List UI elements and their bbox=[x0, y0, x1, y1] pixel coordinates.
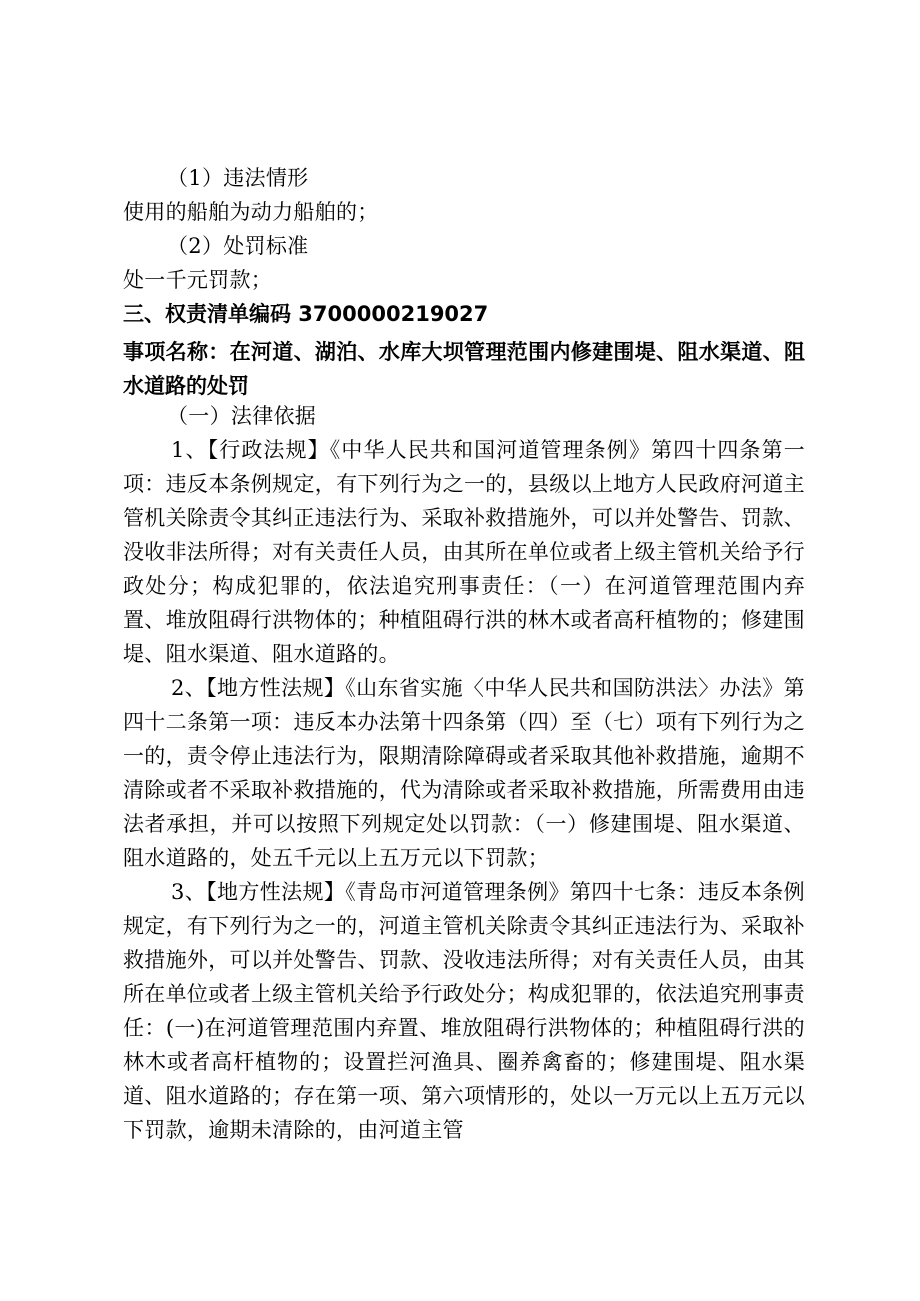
subheading-violation: （1）违法情形 bbox=[167, 166, 309, 190]
subheading-legal-basis: （一）法律依据 bbox=[167, 404, 317, 428]
item-name: 事项名称：在河道、湖泊、水库大坝管理范围内修建围堤、阻水渠道、阻水道路的处罚 bbox=[123, 340, 805, 398]
subheading-penalty: （2）处罚标准 bbox=[167, 234, 309, 258]
section-heading-code: 三、权责清单编码 3700000219027 bbox=[123, 302, 489, 326]
paragraph-violation-text: 使用的船舶为动力船舶的； bbox=[123, 200, 379, 224]
legal-clause-3: 3、【地方性法规】《青岛市河道管理条例》第四十七条：违反本条例规定，有下列行为之一的，河道主管机关除责令其纠正违法行为、采取补救措施外，可以并处警告、罚款、没收违法所得；对有关责任人员，由其所在单位或者上级主管机关给予行政处分；构成犯罪的，依法追究刑事责任：(一)在河道管理范围内弃置、堆放阻碍行洪物体的；种植阻碍行洪的林木或者高杆植物的；设置拦河渔具、圈养禽畜的；修建围堤、阻水渠道、阻水道路的；存在第一项、第六项情形的，处以一万元以上五万元以下罚款，逾期未清除的，由河道主管 bbox=[123, 880, 805, 1142]
legal-clause-1: 1、【行政法规】《中华人民共和国河道管理条例》第四十四条第一项：违反本条例规定，有下列行为之一的，县级以上地方人民政府河道主管机关除责令其纠正违法行为、采取补救措施外，可以并处警告、罚款、没收非法所得；对有关责任人员，由其所在单位或者上级主管机关给予行政处分；构成犯罪的，依法追究刑事责任：（一）在河道管理范围内弃置、堆放阻碍行洪物体的；种植阻碍行洪的林木或者高秆植物的；修建围堤、阻水渠道、阻水道路的。 bbox=[123, 438, 805, 666]
legal-clause-2: 2、【地方性法规】《山东省实施〈中华人民共和国防洪法〉办法》第四十二条第一项：违反本办法第十四条第（四）至（七）项有下列行为之一的，责令停止违法行为，限期清除障碍或者采取其他补救措施，逾期不清除或者不采取补救措施的，代为清除或者采取补救措施，所需费用由违法者承担，并可以按照下列规定处以罚款：（一）修建围堤、阻水渠道、阻水道路的，处五千元以上五万元以下罚款； bbox=[123, 676, 805, 870]
paragraph-penalty-text: 处一千元罚款； bbox=[123, 268, 273, 292]
